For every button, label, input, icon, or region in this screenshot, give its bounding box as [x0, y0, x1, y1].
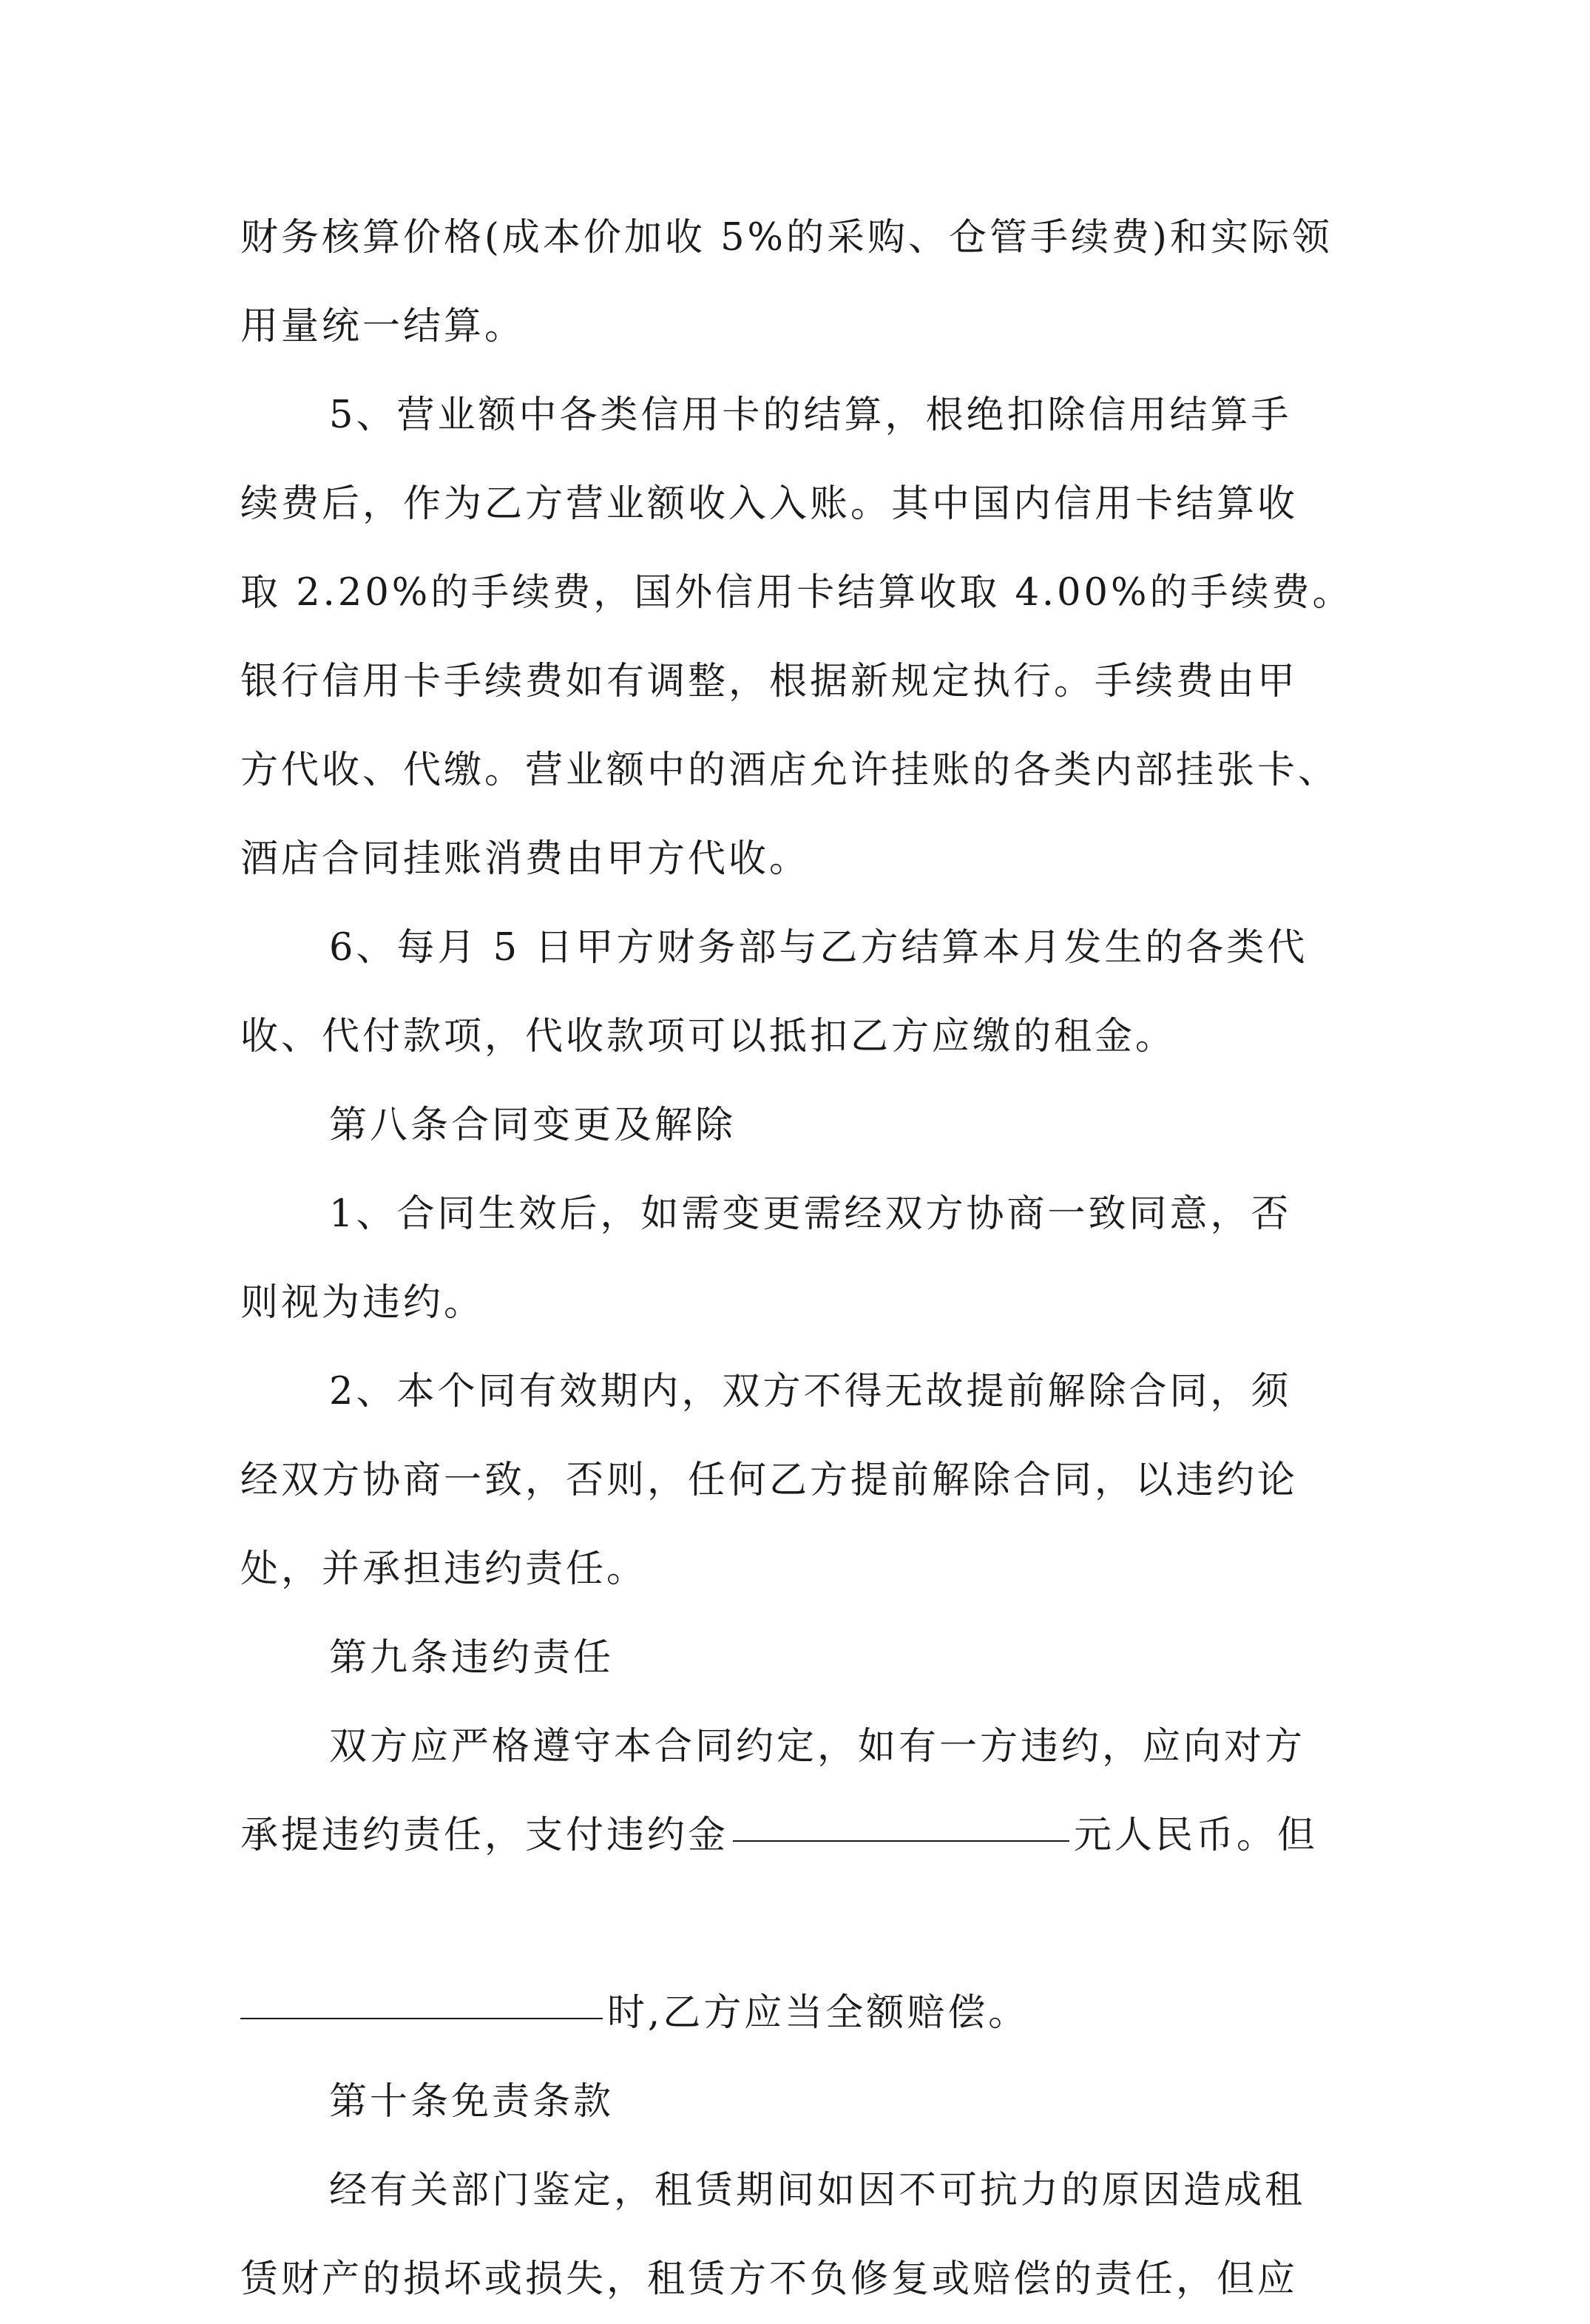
text-line: 方代收、代缴。营业额中的酒店允许挂账的各类内部挂张卡、	[240, 749, 1339, 792]
text-line: 酒店合同挂账消费由甲方代收。	[240, 837, 811, 881]
text-line: 2、本个同有效期内，双方不得无故提前解除合同，须	[329, 1370, 1292, 1413]
text-segment: 时,乙方应当全额赔偿。	[607, 1991, 1029, 2035]
text-line: 双方应严格遵守本合同约定，如有一方违约，应向对方	[329, 1725, 1306, 1769]
text-line: 续费后，作为乙方营业额收入入账。其中国内信用卡结算收	[240, 482, 1299, 526]
text-line: 赁财产的损坏或损失，租赁方不负修复或赔偿的责任，但应	[240, 2257, 1299, 2301]
text-line: 则视为违约。	[240, 1281, 485, 1325]
text-line: 取 2.20%的手续费，国外信用卡结算收取 4.00%的手续费。	[240, 571, 1353, 615]
text-line: 财务核算价格(成本价加收 5%的采购、仓管手续费)和实际领	[240, 216, 1333, 260]
loss-threshold-blank[interactable]	[240, 1969, 603, 2019]
text-line-spread	[240, 1880, 1357, 1969]
document-body	[240, 194, 1357, 2324]
text-line: 5、营业额中各类信用卡的结算，根绝扣除信用结算手	[329, 393, 1292, 437]
penalty-amount-blank[interactable]	[733, 1791, 1069, 1842]
text-line-with-blank	[240, 1791, 1357, 1880]
section-heading: 第八条合同变更及解除	[329, 1104, 737, 1147]
text-line: 收、代付款项，代收款项可以抵扣乙方应缴的租金。	[240, 1015, 1177, 1058]
text-line: 用量统一结算。	[240, 305, 526, 348]
text-line-with-blank	[240, 1969, 1357, 2058]
text-line: 经双方协商一致，否则，任何乙方提前解除合同，以违约论	[240, 1459, 1299, 1502]
text-line: 处，并承担违约责任。	[240, 1547, 648, 1591]
text-segment: 元人民币。但	[1074, 1814, 1319, 1857]
text-line: 银行信用卡手续费如有调整，根据新规定执行。手续费由甲	[240, 660, 1299, 703]
text-line: 1、合同生效后，如需变更需经双方协商一致同意，否	[329, 1192, 1292, 1236]
text-line: 6、每月 5 日甲方财务部与乙方结算本月发生的各类代	[329, 926, 1308, 970]
section-heading: 第十条免责条款	[329, 2080, 615, 2124]
text-line: 经有关部门鉴定，租赁期间如因不可抗力的原因造成租	[329, 2169, 1306, 2212]
text-segment: 承提违约责任，支付违约金	[240, 1814, 729, 1857]
section-heading: 第九条违约责任	[329, 1636, 615, 1680]
